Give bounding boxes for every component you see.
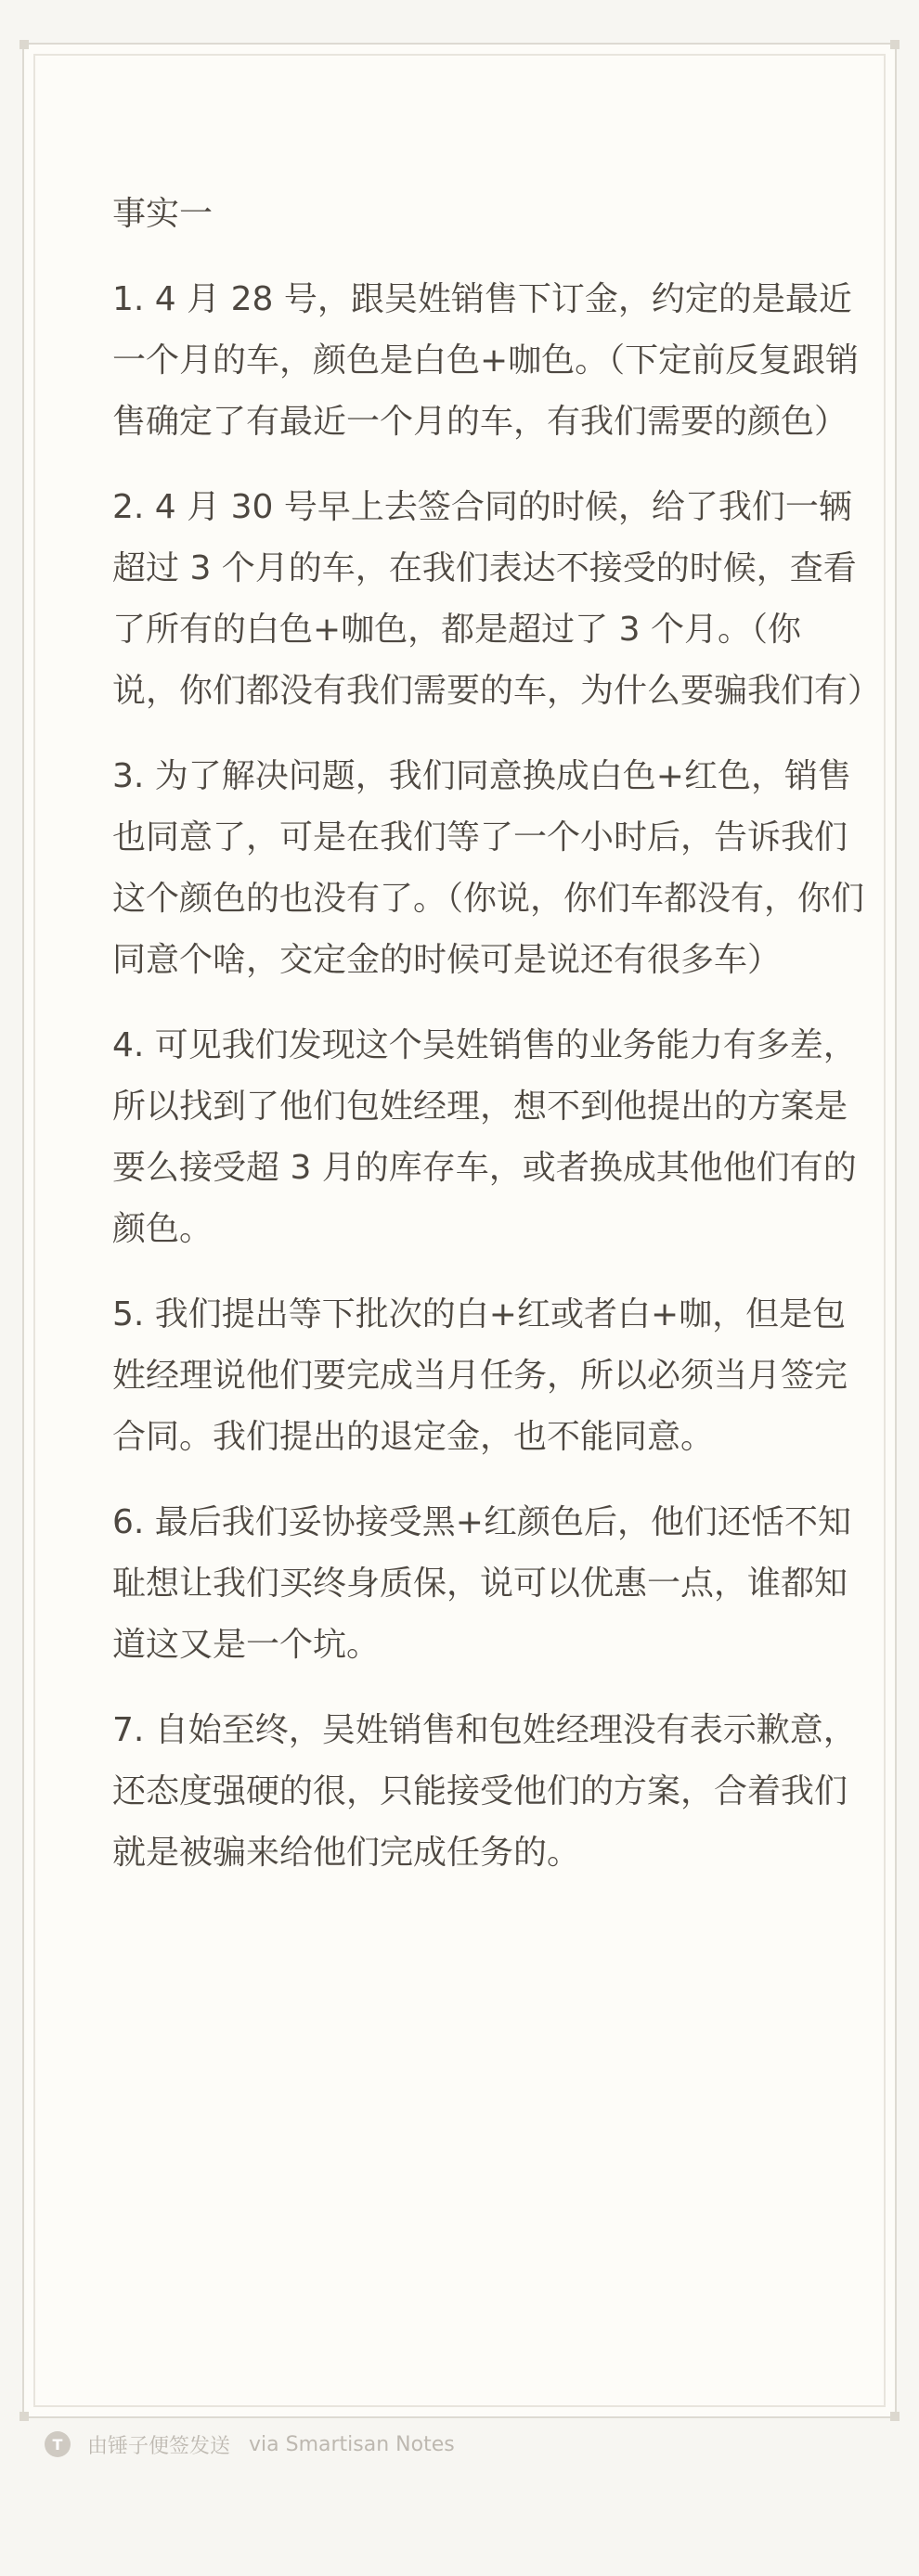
- note-title: 事实一: [112, 195, 214, 233]
- note-paragraph-2: 2. 4 月 30 号早上去签合同的时候，给了我们一辆超过 3 个月的车，在我们表达不接受的时候，查看了所有的白色+咖色，都是超过了 3 个月。（你说，你们都没有我们需要的车，为什么要骗我们有）: [112, 488, 882, 710]
- note-paragraph-3: 3. 为了解决问题，我们同意换成白色+红色，销售也同意了，可是在我们等了一个小时后，告诉我们这个颜色的也没有了。（你说，你们车都没有，你们同意个啥，交定金的时候可是说还有很多车）: [112, 757, 865, 979]
- footer-attribution: [45, 2426, 455, 2463]
- note-paper: [22, 43, 897, 2418]
- paper-corner-mark: [890, 2412, 900, 2421]
- via-app-text: via Smartisan Notes: [249, 2432, 455, 2456]
- note-paragraph-5: 5. 我们提出等下批次的白+红或者白+咖，但是包姓经理说他们要完成当月任务，所以必须当月签完合同。我们提出的退定金，也不能同意。: [112, 1295, 848, 1456]
- note-content: [112, 184, 882, 1908]
- note-paragraph-7: 7. 自始至终，吴姓销售和包姓经理没有表示歉意，还态度强硬的很，只能接受他们的方案，合着我们就是被骗来给他们完成任务的。: [112, 1711, 857, 1872]
- note-paragraph-4: 4. 可见我们发现这个吴姓销售的业务能力有多差，所以找到了他们包姓经理，想不到他提出的方案是要么接受超 3 月的库存车，或者换成其他他们有的颜色。: [112, 1026, 857, 1248]
- sent-by-text: 由锤子便签发送: [87, 2434, 231, 2458]
- note-paragraph-1: 1. 4 月 28 号，跟吴姓销售下订金，约定的是最近一个月的车，颜色是白色+咖色。（下定前反复跟销售确定了有最近一个月的车，有我们需要的颜色）: [112, 280, 860, 441]
- note-paragraph-6: 6. 最后我们妥协接受黑+红颜色后，他们还恬不知耻想让我们买终身质保，说可以优惠一点，谁都知道这又是一个坑。: [112, 1503, 851, 1664]
- smartisan-logo-icon: T: [45, 2431, 71, 2457]
- paper-corner-mark: [19, 2412, 29, 2421]
- paper-corner-mark: [890, 40, 900, 49]
- paper-corner-mark: [19, 40, 29, 49]
